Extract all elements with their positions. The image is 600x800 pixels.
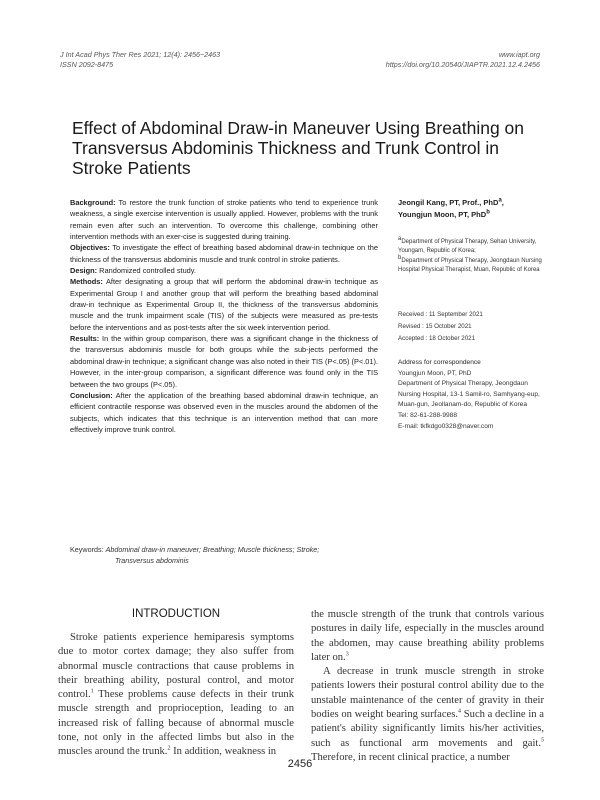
background-text: To restore the trunk function of stroke patients who tend to experience trunk weakness, a single exercise intervention is usually applied. However, problems with the trunk remain even after such an intervention. To overcome this challenge, combining other intervention methods with an exer-cise is suggested during training. (70, 198, 378, 242)
keywords-line-1: Abdominal draw-in maneuver; Breathing; Muscle thickness; Stroke; (105, 545, 320, 554)
journal-ref: J Int Acad Phys Ther Res 2021; 12(4): 2456~2463 (60, 50, 221, 59)
abstract-design (70, 265, 378, 276)
citation-4[interactable]: 4 (458, 708, 462, 715)
intro-paragraph-1: Stroke patients experience hemiparesis symptoms due to motor cortex damage; they also suffer from abnormal muscle contractions that cause problems in their breathing ability, postural control, and motor control.$^1$ These problems cause defects in their trunk muscle strength and proprioception, leading to an increased risk of falling because of abnormal muscle tone, not only in the affected limbs but also in the muscles around the trunk.$^2$ In addition, weakness in (58, 632, 294, 758)
methods-text: After designating a group that will perform the abdominal draw-in technique as Experimental Group I and another group that will perform the breathing based abdominal draw-in technique as Experimental Group II, the thickness of the transversus abdominis muscle and the trunk impairment scale (TIS) of the subjects were measured as pre-tests before the interventions and as post-tests after the six week intervention period. (70, 277, 378, 332)
abstract (70, 197, 378, 435)
abstract-conclusion (70, 390, 378, 435)
issn: ISSN 2092-8475 (60, 60, 114, 69)
author-2: Youngjun Moon, PT, PhD$^b$ (398, 209, 490, 219)
intro-paragraph-2: A decrease in trunk muscle strength in stroke patients lowers their postural control ability due to the unstable maintenance of the center of gravity in their bodies on weight bearing surfaces.$^4$ Such a decline in a patient's ability significantly limits his/her activities, such as functional arm movements and gait.$^5$ Therefore, in recent clinical practice, a number (311, 666, 544, 763)
page-number: 2456 (287, 758, 313, 770)
citation-3[interactable]: 3 (345, 651, 349, 658)
received-date: Received : 11 September 2021 (398, 311, 483, 318)
author-list (398, 197, 548, 220)
title-line-1: Effect of Abdominal Draw-in Maneuver Using Breathing on (72, 118, 525, 138)
author-1-mark: a (498, 197, 502, 204)
keywords-label: Keywords: (70, 545, 104, 554)
correspondence-email[interactable]: E-mail: tkfkdgo0328@naver.com (398, 422, 494, 430)
author-1: Jeongil Kang, PT, Prof., PhD$^a$, (398, 197, 504, 207)
results-label: Results: (70, 334, 100, 344)
article-dates (398, 309, 548, 346)
body-column-left (58, 631, 294, 760)
keywords-line-2: Transversus abdominis (115, 556, 189, 565)
affiliation-b: $^b$Department of Physical Therapy, Jeongdaun Nursing Hospital Physical Therapist, Muan, Republic of Korea (398, 254, 542, 273)
objectives-label: Objectives: (70, 243, 110, 253)
abstract-methods (70, 276, 378, 333)
citation-1[interactable]: 1 (90, 688, 94, 695)
design-text: Randomized controlled study. (99, 266, 196, 276)
methods-label: Methods: (70, 277, 103, 287)
abstract-results (70, 333, 378, 390)
correspondence (398, 358, 548, 432)
keywords (70, 544, 382, 566)
affiliations (398, 238, 548, 275)
abstract-background (70, 197, 378, 242)
title-line-3: Stroke Patients (72, 158, 191, 178)
journal-citation (60, 50, 220, 70)
conclusion-text: After the application of the breathing based abdominal draw-in technique, an efficient contractile response was observed even in the muscles around the abdomen of the subjects, which indicates that this technique is an intervention method that can more effectively improve trunk control. (70, 390, 378, 434)
citation-2[interactable]: 2 (167, 745, 171, 752)
affiliation-a: $^a$Department of Physical Therapy, Sehan University, Youngam, Republic of Korea; (398, 236, 537, 255)
correspondence-heading: Address for correspondence (398, 359, 481, 366)
revised-date: Revised : 15 October 2021 (398, 323, 472, 331)
body-column-right (311, 608, 544, 765)
doi-link[interactable]: https://doi.org/10.20540/JIAPTR.2021.12.4.2456 (385, 60, 540, 69)
design-label: Design: (70, 266, 98, 276)
article-title (72, 118, 542, 178)
title-line-2: Transversus Abdominis Thickness and Trunk Control in (72, 138, 499, 158)
journal-links (386, 50, 540, 70)
accepted-date: Accepted : 18 October 2021 (398, 335, 476, 343)
introduction-heading: INTRODUCTION (131, 608, 221, 620)
abstract-objectives (70, 242, 378, 265)
correspondence-tel: Tel: 82-61-288-9988 (398, 411, 458, 419)
website-link[interactable]: www.iapt.org (498, 50, 540, 59)
author-2-mark: b (486, 209, 490, 215)
citation-5[interactable]: 5 (541, 737, 544, 744)
intro-paragraph-1-cont: the muscle strength of the trunk that controls various postures in daily life, especially in the muscles around the abdomen, may cause breathing ability problems later on.$^3$ (311, 609, 544, 663)
correspondence-name: Youngjun Moon, PT, PhD (398, 369, 472, 377)
background-label: Background: (70, 198, 116, 207)
correspondence-address: Department of Physical Therapy, Jeongdaun Nursing Hospital, 13-1 Samil-ro, Samhyang-eup, Muan-gun, Jeollanam-do, Republic of Korea (398, 380, 540, 409)
objectives-text: To investigate the effect of breathing based abdominal draw-in technique on the thickness of the transversus abdominis muscle and trunk control in stroke patients. (70, 243, 378, 264)
conclusion-label: Conclusion: (70, 390, 113, 400)
results-text: In the within group comparison, there was a significant change in the thickness of the transversus abdominis muscle for both groups while the sub-jects performed the abdominal draw-in technique; a significant change was also noted in their TIS (P<.05) (P<.01). However, in the inter-group comparison, a significant difference was found only in the TIS between the two groups (P<.05). (70, 334, 378, 389)
